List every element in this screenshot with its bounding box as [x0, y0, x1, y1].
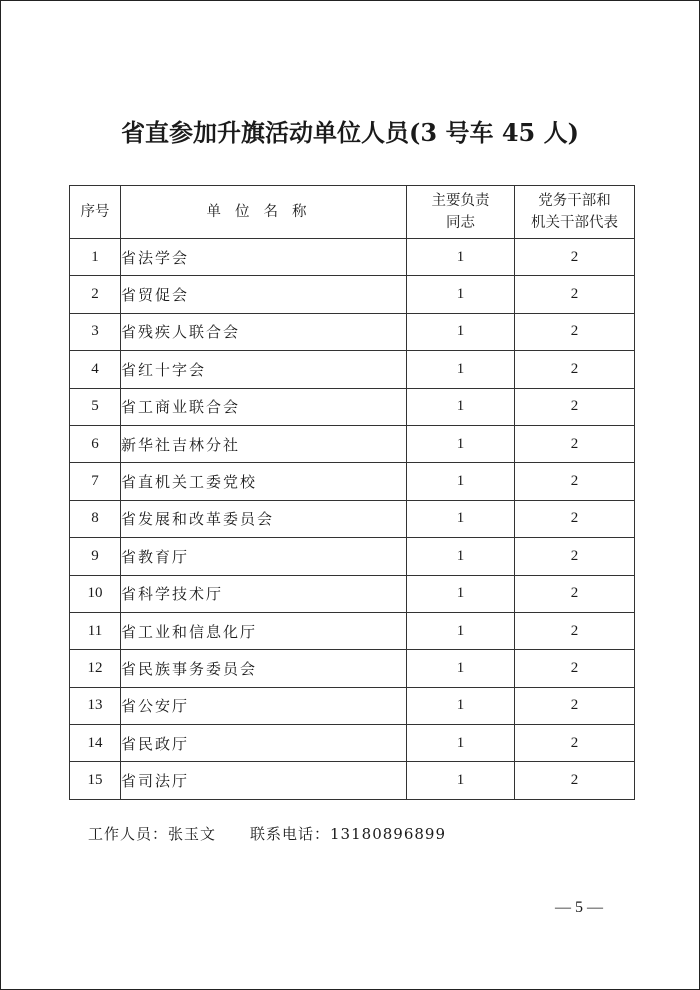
row-leader-count: 1: [407, 575, 515, 612]
row-rep-count: 2: [515, 463, 635, 500]
row-seq: 6: [70, 425, 121, 462]
table-row: [70, 500, 635, 537]
row-unit-name: 省发展和改革委员会: [121, 500, 407, 537]
row-unit-name: 省工业和信息化厅: [121, 612, 407, 649]
row-seq: 7: [70, 463, 121, 500]
row-unit-name: 省贸促会: [121, 276, 407, 313]
row-leader-count: 1: [407, 425, 515, 462]
row-unit-name: 省直机关工委党校: [121, 463, 407, 500]
units-table: [69, 185, 635, 800]
row-seq: 1: [70, 239, 121, 276]
row-rep-count: 2: [515, 388, 635, 425]
row-unit-name: 省红十字会: [121, 351, 407, 388]
row-rep-count: 2: [515, 425, 635, 462]
row-seq: 5: [70, 388, 121, 425]
row-seq: 13: [70, 687, 121, 724]
row-unit-name: 省残疾人联合会: [121, 313, 407, 350]
header-leader-line1: 主要负责: [431, 193, 490, 209]
row-rep-count: 2: [515, 687, 635, 724]
row-leader-count: 1: [407, 239, 515, 276]
page-number: — 5 —: [555, 899, 603, 916]
row-seq: 8: [70, 500, 121, 537]
header-rep-line2: 机关干部代表: [531, 215, 618, 231]
row-leader-count: 1: [407, 612, 515, 649]
table-row: [70, 762, 635, 799]
contact-phone: 联系电话：13180896899: [250, 825, 446, 843]
row-rep-count: 2: [515, 575, 635, 612]
row-seq: 15: [70, 762, 121, 799]
table-row: [70, 276, 635, 313]
contact-footer: [88, 823, 446, 844]
row-seq: 11: [70, 612, 121, 649]
table-row: [70, 239, 635, 276]
row-rep-count: 2: [515, 612, 635, 649]
row-seq: 2: [70, 276, 121, 313]
row-rep-count: 2: [515, 276, 635, 313]
header-representatives: [515, 186, 635, 239]
header-leader: [407, 186, 515, 239]
row-leader-count: 1: [407, 500, 515, 537]
row-seq: 10: [70, 575, 121, 612]
row-leader-count: 1: [407, 725, 515, 762]
table-row: [70, 351, 635, 388]
row-seq: 4: [70, 351, 121, 388]
row-leader-count: 1: [407, 313, 515, 350]
row-unit-name: 省工商业联合会: [121, 388, 407, 425]
table-row: [70, 538, 635, 575]
row-leader-count: 1: [407, 463, 515, 500]
row-rep-count: 2: [515, 725, 635, 762]
row-seq: 14: [70, 725, 121, 762]
row-leader-count: 1: [407, 538, 515, 575]
row-rep-count: 2: [515, 351, 635, 388]
table-row: [70, 313, 635, 350]
row-leader-count: 1: [407, 351, 515, 388]
row-unit-name: 省法学会: [121, 239, 407, 276]
row-unit-name: 省公安厅: [121, 687, 407, 724]
row-leader-count: 1: [407, 276, 515, 313]
table-row: [70, 650, 635, 687]
table-row: [70, 687, 635, 724]
table-row: [70, 725, 635, 762]
table-header-row: [70, 186, 635, 239]
header-leader-line2: 同志: [446, 215, 475, 231]
table-row: [70, 425, 635, 462]
row-leader-count: 1: [407, 687, 515, 724]
row-unit-name: 省民政厅: [121, 725, 407, 762]
row-rep-count: 2: [515, 762, 635, 799]
row-rep-count: 2: [515, 538, 635, 575]
row-unit-name: 省科学技术厅: [121, 575, 407, 612]
page-title: 省直参加升旗活动单位人员(3 号车 45 人): [121, 118, 579, 147]
row-unit-name: 新华社吉林分社: [121, 425, 407, 462]
row-rep-count: 2: [515, 239, 635, 276]
row-rep-count: 2: [515, 313, 635, 350]
staff-name: 工作人员：张玉文: [88, 825, 217, 843]
table-row: [70, 388, 635, 425]
row-rep-count: 2: [515, 500, 635, 537]
header-seq: 序号: [70, 186, 121, 239]
row-seq: 9: [70, 538, 121, 575]
row-unit-name: 省民族事务委员会: [121, 650, 407, 687]
row-rep-count: 2: [515, 650, 635, 687]
row-unit-name: 省教育厅: [121, 538, 407, 575]
row-leader-count: 1: [407, 762, 515, 799]
row-seq: 12: [70, 650, 121, 687]
row-unit-name: 省司法厅: [121, 762, 407, 799]
table-row: [70, 463, 635, 500]
table-row: [70, 575, 635, 612]
row-leader-count: 1: [407, 650, 515, 687]
table-row: [70, 612, 635, 649]
header-rep-line1: 党务干部和: [538, 193, 611, 209]
row-seq: 3: [70, 313, 121, 350]
row-leader-count: 1: [407, 388, 515, 425]
header-unit-name: 单位名称: [121, 186, 407, 239]
